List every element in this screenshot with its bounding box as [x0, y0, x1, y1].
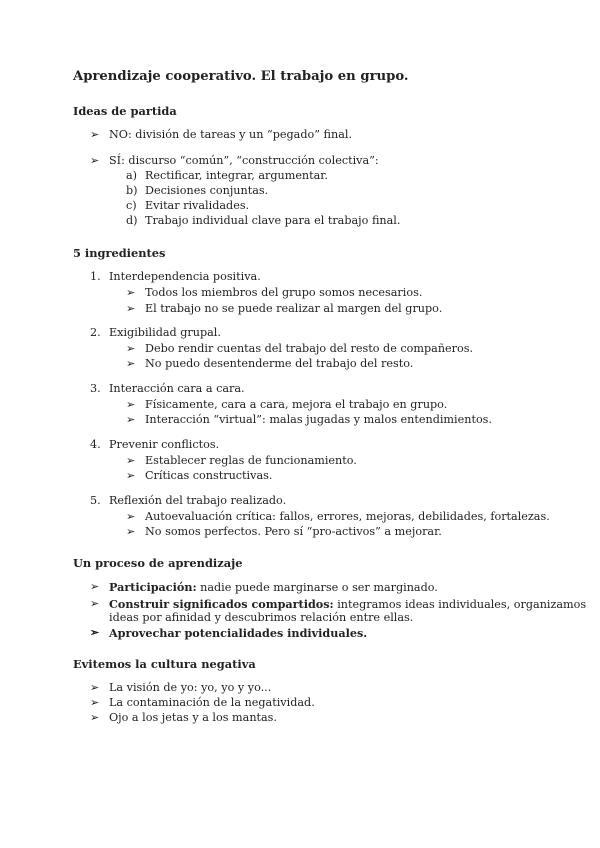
list-number: 4.	[90, 438, 101, 451]
list-item: Todos los miembros del grupo somos necesarios.	[145, 286, 423, 299]
arrow-bullet-icon: ➢	[126, 357, 136, 370]
list-item: SÍ: discurso “común”, “construcción colectiva”:	[109, 154, 379, 167]
list-item: Establecer reglas de funcionamiento.	[145, 454, 357, 467]
list-item: NO: división de tareas y un “pegado” final.	[109, 128, 353, 141]
list-item: Exigibilidad grupal.	[109, 326, 221, 339]
list-item: Interacción “virtual”: malas jugadas y malos entendimientos.	[145, 413, 492, 426]
list-item: Autoevaluación crítica: fallos, errores, mejoras, debilidades, fortalezas.	[145, 510, 550, 523]
list-number: 2.	[90, 326, 101, 339]
list-number: 1.	[90, 270, 101, 283]
list-item: El trabajo no se puede realizar al margen del grupo.	[145, 302, 443, 315]
list-item: La visión de yo: yo, yo y yo...	[109, 681, 272, 694]
list-item: Ojo a los jetas y a los mantas.	[109, 711, 277, 724]
arrow-bullet-icon: ➢	[90, 681, 100, 694]
list-number: 3.	[90, 382, 101, 395]
list-marker: c)	[126, 199, 137, 212]
item-text: integramos ideas individuales, organizamos	[333, 598, 587, 611]
document-title: Aprendizaje cooperativo. El trabajo en grupo.	[73, 69, 409, 84]
list-number: 5.	[90, 494, 101, 507]
list-item: No puedo desentenderme del trabajo del resto.	[145, 357, 414, 370]
arrow-bullet-icon: ➢	[90, 711, 100, 724]
list-item: Físicamente, cara a cara, mejora el trabajo en grupo.	[145, 398, 448, 411]
arrow-bullet-icon: ➢	[90, 580, 100, 593]
list-item: Críticas constructivas.	[145, 469, 273, 482]
arrow-bullet-icon: ➢	[126, 286, 136, 299]
section-heading-ingredientes: 5 ingredientes	[73, 246, 166, 260]
arrow-bullet-icon: ➢	[126, 525, 136, 538]
section-heading-proceso: Un proceso de aprendizaje	[73, 556, 243, 570]
list-item: No somos perfectos. Pero sí “pro-activos” a mejorar.	[145, 525, 442, 538]
arrow-bullet-icon: ➢	[126, 469, 136, 482]
list-item: Interdependencia positiva.	[109, 270, 261, 283]
arrow-bullet-icon: ➢	[90, 154, 100, 167]
item-text: nadie puede marginarse o ser marginado.	[196, 581, 438, 594]
list-item: Reflexión del trabajo realizado.	[109, 494, 287, 507]
bold-label: Construir significados compartidos:	[109, 597, 334, 611]
arrow-bullet-icon: ➢	[126, 454, 136, 467]
arrow-bullet-icon: ➢	[90, 626, 100, 639]
list-item: Aprovechar potencialidades individuales.	[109, 626, 368, 640]
list-item: Decisiones conjuntas.	[145, 184, 269, 197]
arrow-bullet-icon: ➢	[126, 342, 136, 355]
list-item: Evitar rivalidades.	[145, 199, 250, 212]
arrow-bullet-icon: ➢	[90, 597, 100, 610]
list-item: Rectificar, integrar, argumentar.	[145, 169, 328, 182]
arrow-bullet-icon: ➢	[90, 128, 100, 141]
arrow-bullet-icon: ➢	[90, 696, 100, 709]
list-marker: b)	[126, 184, 138, 197]
list-marker: d)	[126, 214, 138, 227]
arrow-bullet-icon: ➢	[126, 510, 136, 523]
arrow-bullet-icon: ➢	[126, 398, 136, 411]
list-item	[109, 597, 586, 612]
list-item: Debo rendir cuentas del trabajo del resto de compañeros.	[145, 342, 474, 355]
list-item: La contaminación de la negatividad.	[109, 696, 315, 709]
arrow-bullet-icon: ➢	[126, 413, 136, 426]
list-item: Prevenir conflictos.	[109, 438, 220, 451]
list-item: Trabajo individual clave para el trabajo final.	[145, 214, 401, 227]
list-marker: a)	[126, 169, 138, 182]
bold-label: Participación:	[109, 580, 197, 594]
arrow-bullet-icon: ➢	[126, 302, 136, 315]
section-heading-ideas: Ideas de partida	[73, 104, 177, 118]
section-heading-cultura: Evitemos la cultura negativa	[73, 657, 256, 671]
list-item	[109, 580, 438, 595]
list-item-continuation: ideas por afinidad y descubrimos relación entre ellas.	[109, 611, 414, 624]
list-item: Interacción cara a cara.	[109, 382, 245, 395]
